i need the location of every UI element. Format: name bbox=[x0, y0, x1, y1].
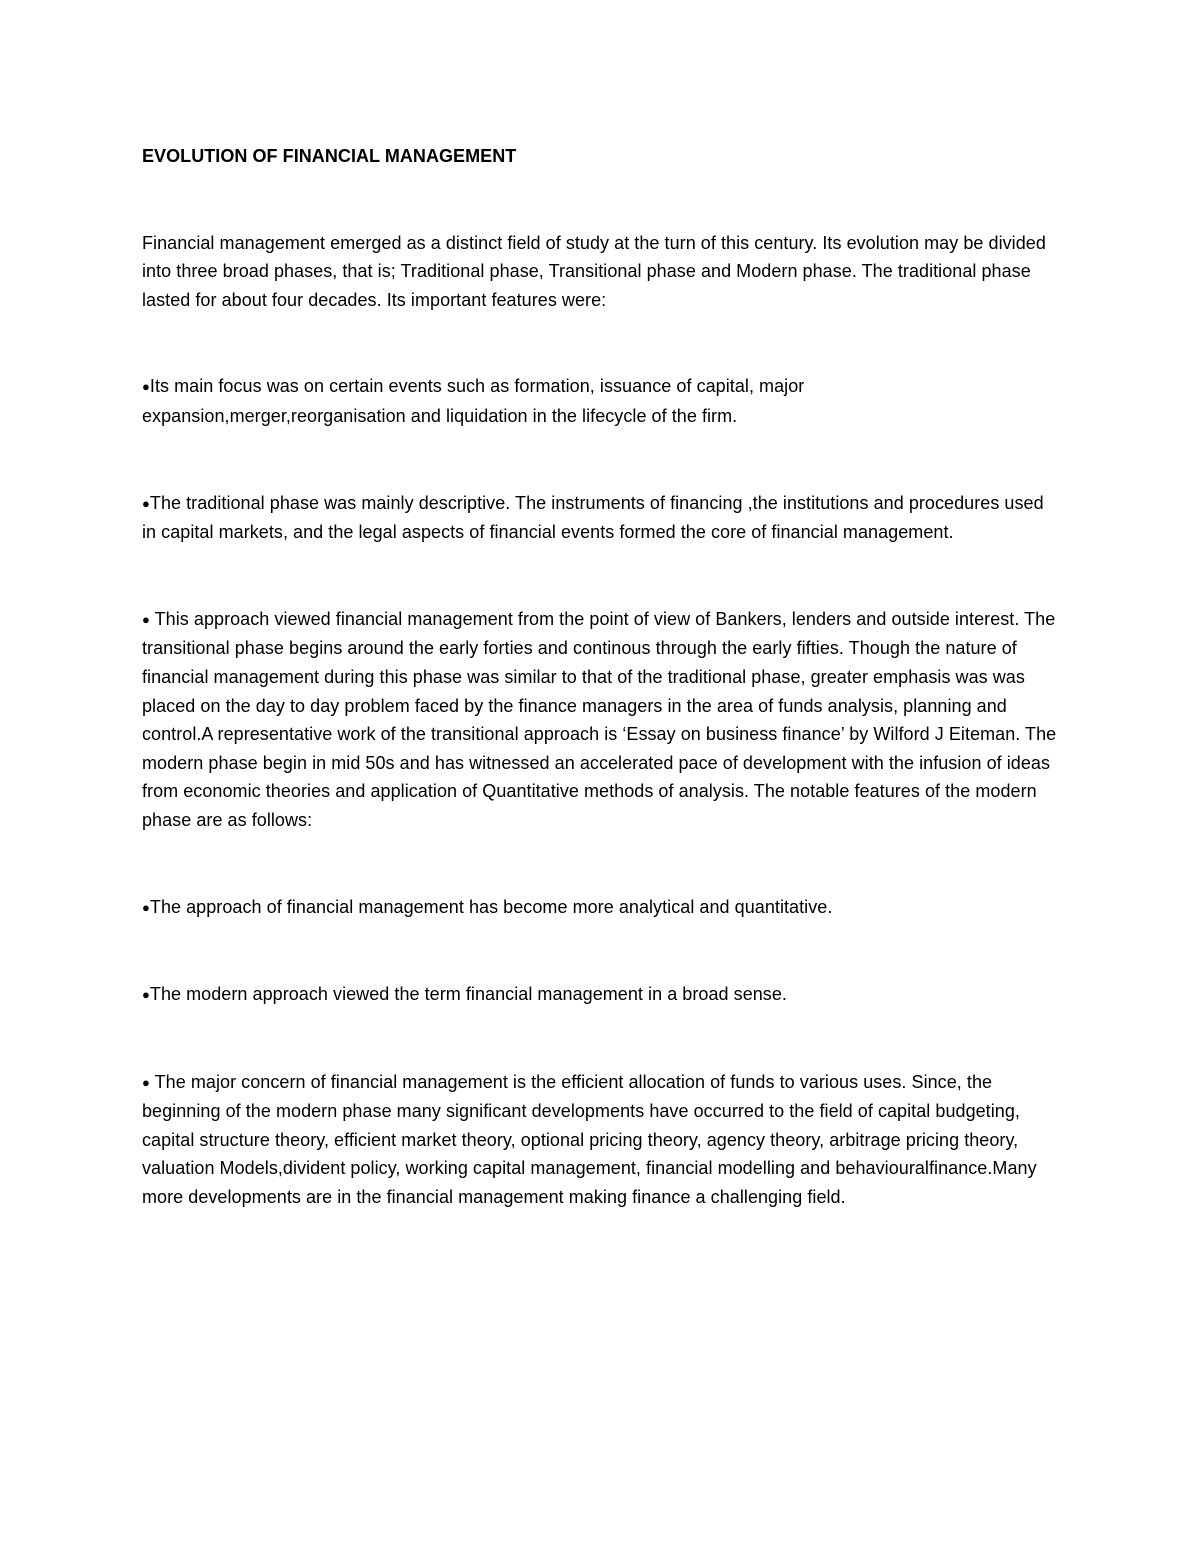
bullet-icon: ● bbox=[142, 899, 150, 915]
bullet-icon: ● bbox=[142, 495, 150, 511]
bullet-icon: ● bbox=[142, 611, 150, 627]
bullet-text: The traditional phase was mainly descriptive. The instruments of financing ,the institutions and procedures used in capital markets, and the legal aspects of financial events formed the core of financial management. bbox=[142, 492, 1044, 543]
bullet-text: The major concern of financial management is the efficient allocation of funds to various uses. Since, the beginning of the modern phase many significant developments have occurred to the field of capital budgeting, capital structure theory, efficient market theory, optional pricing theory, agency theory, arbitrage pricing theory, valuation Models,divident policy, working capital management, financial modelling and behaviouralfinance.Many more developments are in the financial management making finance a challenging field. bbox=[142, 1071, 1037, 1208]
bullet-text: Its main focus was on certain events such as formation, issuance of capital, major expansion,merger,reorganisation and liquidation in the lifecycle of the firm. bbox=[142, 376, 805, 426]
bullet-icon: ● bbox=[142, 987, 150, 1003]
bullet-text: The modern approach viewed the term financial management in a broad sense. bbox=[149, 984, 787, 1005]
bullet-icon: ● bbox=[142, 1074, 150, 1090]
bullet-paragraph bbox=[142, 372, 1062, 430]
intro-paragraph: Financial management emerged as a distinct field of study at the turn of this century. Its evolution may be divided into three broad phases, that is; Traditional phase, Transitional phase and Modern phase. The traditional phase lasted for about four decades. Its important features were: bbox=[142, 232, 1046, 310]
bullet-text: This approach viewed financial management from the point of view of Bankers, lenders and outside interest. The transitional phase begins around the early forties and continous through the early fifties. Though the nature of financial management during this phase was similar to that of the traditional phase, greater emphasis was was placed on the day to day problem faced by the finance managers in the area of funds analysis, planning and control.A representative work of the transitional approach is ‘Essay on business finance’ by Wilford J Eiteman. The modern phase begin in mid 50s and has witnessed an accelerated pace of development with the infusion of ideas from economic theories and application of Quantitative methods of analysis. The notable features of the modern phase are as follows: bbox=[142, 608, 1057, 830]
bullet-icon: ● bbox=[142, 379, 150, 395]
bullet-paragraph bbox=[142, 489, 1062, 547]
bullet-paragraph bbox=[142, 980, 1062, 1010]
document-body bbox=[142, 142, 1062, 1212]
bullet-paragraph bbox=[142, 605, 1062, 835]
document-title: EVOLUTION OF FINANCIAL MANAGEMENT bbox=[142, 146, 517, 166]
bullet-text: The approach of financial management has become more analytical and quantitative. bbox=[149, 896, 833, 917]
bullet-paragraph bbox=[142, 893, 1062, 923]
bullet-paragraph bbox=[142, 1068, 1062, 1212]
